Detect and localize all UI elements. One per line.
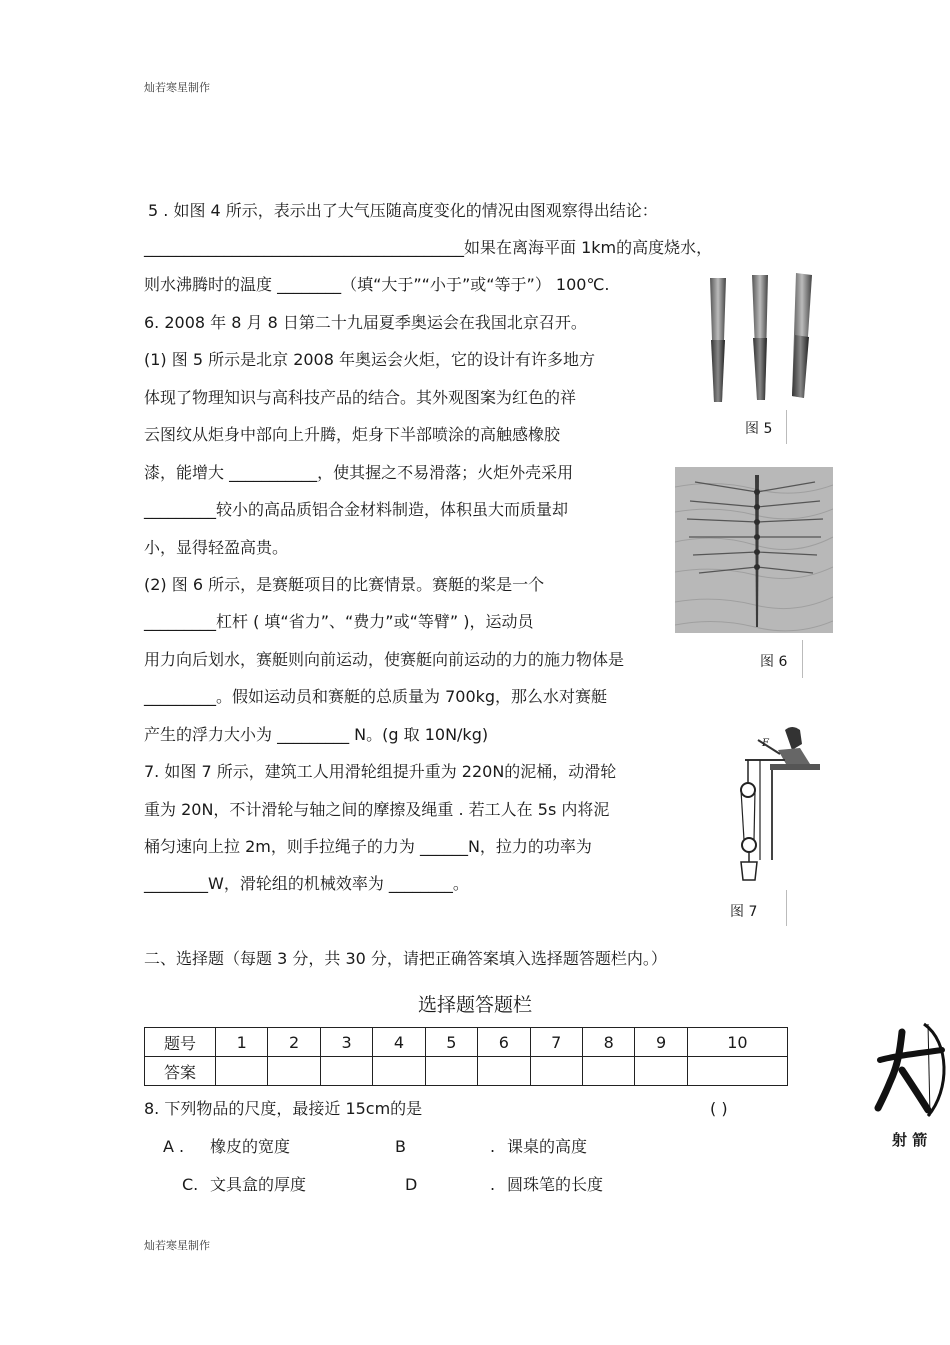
- q8-option-a[interactable]: 橡皮的宽度: [210, 1137, 291, 1156]
- figure-7-caption: 图 7: [730, 904, 758, 920]
- answer-table-answer-row: [145, 1057, 788, 1086]
- torch-figure: [700, 270, 825, 410]
- q6-p2-line4: _________。假如运动员和赛艇的总质量为 700kg，那么水对赛艇: [144, 687, 608, 706]
- q8-option-b-letter: B: [395, 1137, 406, 1156]
- q6-p1-line1: (1) 图 5 所示是北京 2008 年奥运会火炬，它的设计有许多地方: [144, 350, 595, 369]
- answer-table-number-row: [145, 1028, 788, 1057]
- q6-p1-line4: 漆，能增大 ___________，使其握之不易滑落；火炬外壳采用: [144, 463, 574, 482]
- q6-p1-line6: 小，显得轻盈高贵。: [144, 538, 289, 557]
- figure-6-caption: 图 6: [760, 654, 788, 670]
- answer-table: [144, 1027, 788, 1086]
- q6-p2-line1: (2) 图 6 所示，是赛艇项目的比赛情景。赛艇的桨是一个: [144, 575, 545, 594]
- q8-option-b-dot: .: [490, 1137, 496, 1156]
- q7-line2: 重为 20N，不计滑轮与轴之间的摩擦及绳重 . 若工人在 5s 内将泥: [144, 800, 610, 819]
- answer-cell[interactable]: [478, 1057, 530, 1086]
- q6-p2-line2: _________杠杆 ( 填“省力”、“费力”或“等臂” )，运动员: [144, 612, 534, 631]
- q6-p2-line5: 产生的浮力大小为 _________ N。(g 取 10N/kg): [144, 725, 489, 744]
- q7-line1: 7. 如图 7 所示，建筑工人用滑轮组提升重为 220N的泥桶，动滑轮: [144, 762, 617, 781]
- q8-option-c[interactable]: 文具盒的厚度: [210, 1175, 307, 1194]
- answer-table-number: 9: [635, 1028, 687, 1057]
- answer-table-number: 10: [687, 1028, 787, 1057]
- q6-p1-line3: 云图纹从炬身中部向上升腾，炬身下半部喷涂的高触感橡胶: [144, 425, 561, 444]
- watermark-bottom: 灿若寒星制作: [144, 1239, 210, 1252]
- q8-answer-paren: ( ): [710, 1099, 728, 1118]
- q8-option-c-letter: C.: [182, 1175, 199, 1194]
- answer-cell[interactable]: [320, 1057, 372, 1086]
- rowing-figure: [675, 467, 833, 633]
- figure-5-border: [786, 410, 787, 444]
- watermark-top: 灿若寒星制作: [144, 81, 210, 94]
- q8-option-d-dot: .: [490, 1175, 496, 1194]
- q5-line3: 则水沸腾时的温度 ________（填“大于”“小于”或“等于”） 100℃.: [144, 275, 610, 294]
- answer-table-number: 5: [425, 1028, 477, 1057]
- section-2-heading: 二、选择题（每题 3 分，共 30 分，请把正确答案填入选择题答题栏内。）: [144, 949, 667, 968]
- q7-line3: 桶匀速向上拉 2m，则手拉绳子的力为 ______N，拉力的功率为: [144, 837, 592, 856]
- q6-p1-line5: _________较小的高品质铝合金材料制造，体积虽大而质量却: [144, 500, 569, 519]
- answer-cell[interactable]: [373, 1057, 425, 1086]
- figure-7-border: [786, 890, 787, 926]
- answer-cell[interactable]: [635, 1057, 687, 1086]
- answer-cell[interactable]: [687, 1057, 787, 1086]
- q6-p1-line2: 体现了物理知识与高科技产品的结合。其外观图案为红色的祥: [144, 388, 577, 407]
- q8-stem: 8. 下列物品的尺度，最接近 15cm的是: [144, 1099, 423, 1118]
- archery-stamp-label: 射 箭: [892, 1131, 928, 1149]
- q5-line2: ________________________________________如果在离海平面 1km的高度烧水，: [144, 238, 713, 257]
- answer-cell[interactable]: [268, 1057, 320, 1086]
- answer-table-number: 7: [530, 1028, 582, 1057]
- q7-line4: ________W，滑轮组的机械效率为 ________。: [144, 874, 469, 893]
- answer-table-number: 8: [582, 1028, 634, 1057]
- figure-6-border: [802, 640, 803, 678]
- answer-table-number: 2: [268, 1028, 320, 1057]
- answer-table-answer-label: 答案: [145, 1057, 216, 1086]
- q8-option-b[interactable]: 课桌的高度: [507, 1137, 588, 1156]
- answer-table-number: 6: [478, 1028, 530, 1057]
- q8-option-a-letter: A .: [163, 1137, 185, 1156]
- answer-cell[interactable]: [530, 1057, 582, 1086]
- answer-table-number: 1: [216, 1028, 268, 1057]
- answer-cell[interactable]: [425, 1057, 477, 1086]
- archery-pictogram-icon: [872, 1020, 950, 1120]
- q8-option-d[interactable]: 圆珠笔的长度: [507, 1175, 604, 1194]
- force-label: F: [762, 738, 769, 749]
- answer-cell[interactable]: [216, 1057, 268, 1086]
- pulley-figure: [730, 720, 820, 890]
- q8-option-d-letter: D: [405, 1175, 418, 1194]
- answer-table-title: 选择题答题栏: [417, 994, 532, 1016]
- q5-line1: 5 . 如图 4 所示，表示出了大气压随高度变化的情况由图观察得出结论：: [148, 201, 658, 220]
- answer-table-number-label: 题号: [145, 1028, 216, 1057]
- answer-table-number: 4: [373, 1028, 425, 1057]
- answer-table-number: 3: [320, 1028, 372, 1057]
- figure-5-caption: 图 5: [745, 421, 773, 437]
- answer-cell[interactable]: [582, 1057, 634, 1086]
- q6-intro: 6. 2008 年 8 月 8 日第二十九届夏季奥运会在我国北京召开。: [144, 313, 587, 332]
- q6-p2-line3: 用力向后划水，赛艇则向前运动，使赛艇向前运动的力的施力物体是: [144, 650, 625, 669]
